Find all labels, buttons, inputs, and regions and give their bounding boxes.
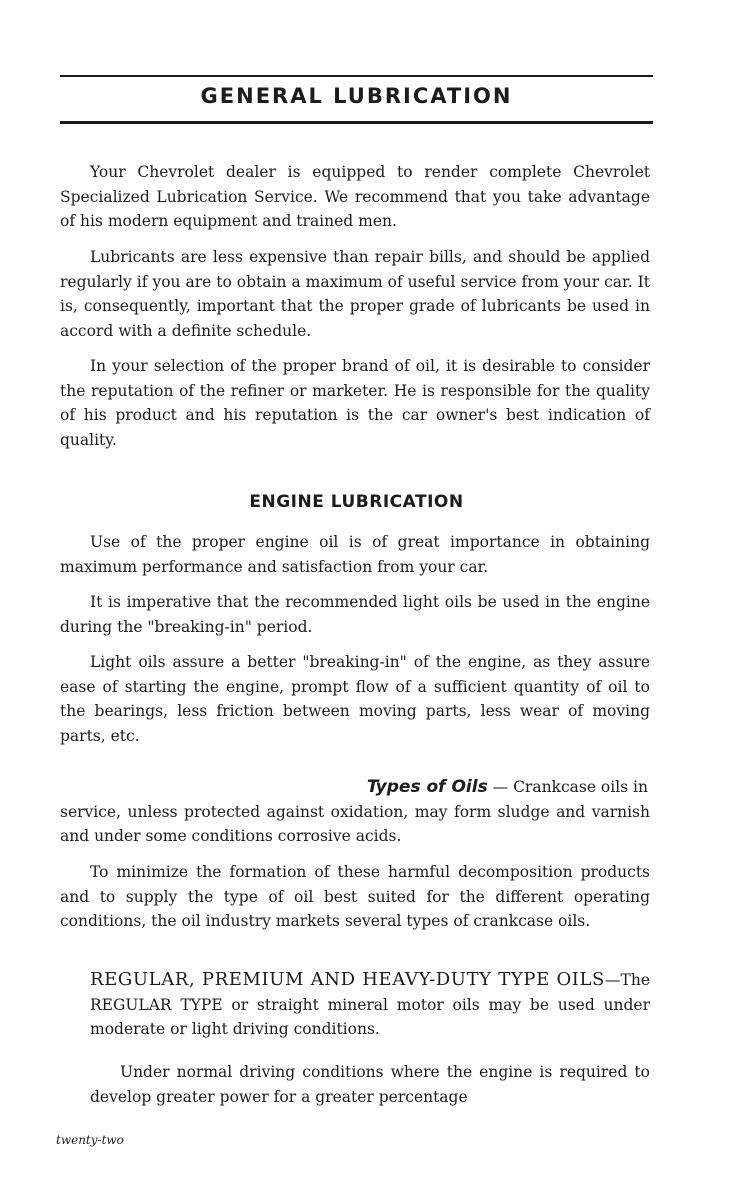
types-of-oils-heading: Types of Oils — [366, 777, 488, 797]
page-title: GENERAL LUBRICATION — [200, 84, 513, 108]
intro-paragraph-oil-brand: In your selection of the proper brand of oil, it is desirable to consider the reputation of the refiner or marketer. He is responsible for the quality of his product and his reputation is the car owner's best indication of quality. — [60, 357, 650, 449]
decomposition-paragraph: To minimize the formation of these harmful decomposition products and to supply the type of oil best suited for the different operating conditions, the oil industry markets several types of crankcase oils. — [60, 863, 650, 930]
regular-premium-heading: REGULAR, PREMIUM AND HEAVY-DUTY TYPE OILS — [90, 969, 605, 990]
title-top-rule — [60, 75, 653, 77]
regular-premium-paragraph — [60, 968, 650, 1042]
engine-paragraph-light-oils: Light oils assure a better "breaking-in" of the engine, as they assure ease of starting the engine, prompt flow of a sufficient quantity of oil to the bearings, less friction between moving parts, less wear of moving parts, etc. — [60, 653, 650, 745]
intro-paragraph-lubricants: Lubricants are less expensive than repair bills, and should be applied regularly if you are to obtain a maximum of useful service from your car. It is, consequently, important that the proper grade of lubricants be used in accord with a definite schedule. — [60, 248, 650, 340]
title-bottom-rule — [60, 121, 653, 124]
regular-premium-body: The REGULAR TYPE or straight mineral motor oils may be used under moderate or light driving conditions. — [90, 971, 650, 1038]
normal-driving-paragraph: Under normal driving conditions where the engine is required to develop greater power for a greater percentage — [90, 1063, 650, 1106]
types-of-oils-lead-line — [60, 775, 650, 800]
page-folio: twenty-two — [56, 1133, 124, 1147]
types-of-oils-lead-words: Crankcase oils in — [513, 778, 648, 796]
types-of-oils-body: service, unless protected against oxidation, may form sludge and varnish and under some conditions corrosive acids. — [60, 802, 650, 845]
types-of-oils-dash: — — [487, 778, 514, 796]
engine-lubrication-heading: ENGINE LUBRICATION — [249, 492, 464, 512]
engine-paragraph-importance: Use of the proper engine oil is of great importance in obtaining maximum performance and satisfaction from your car. — [60, 533, 650, 576]
types-of-oils-paragraph — [60, 775, 650, 849]
intro-paragraph-dealer: Your Chevrolet dealer is equipped to render complete Chevrolet Specialized Lubrication Service. We recommend that you take advantage of his modern equipment and trained men. — [60, 163, 650, 230]
regular-premium-dash: — — [605, 971, 621, 989]
engine-paragraph-breaking-in: It is imperative that the recommended light oils be used in the engine during the "breaking-in" period. — [60, 593, 650, 636]
